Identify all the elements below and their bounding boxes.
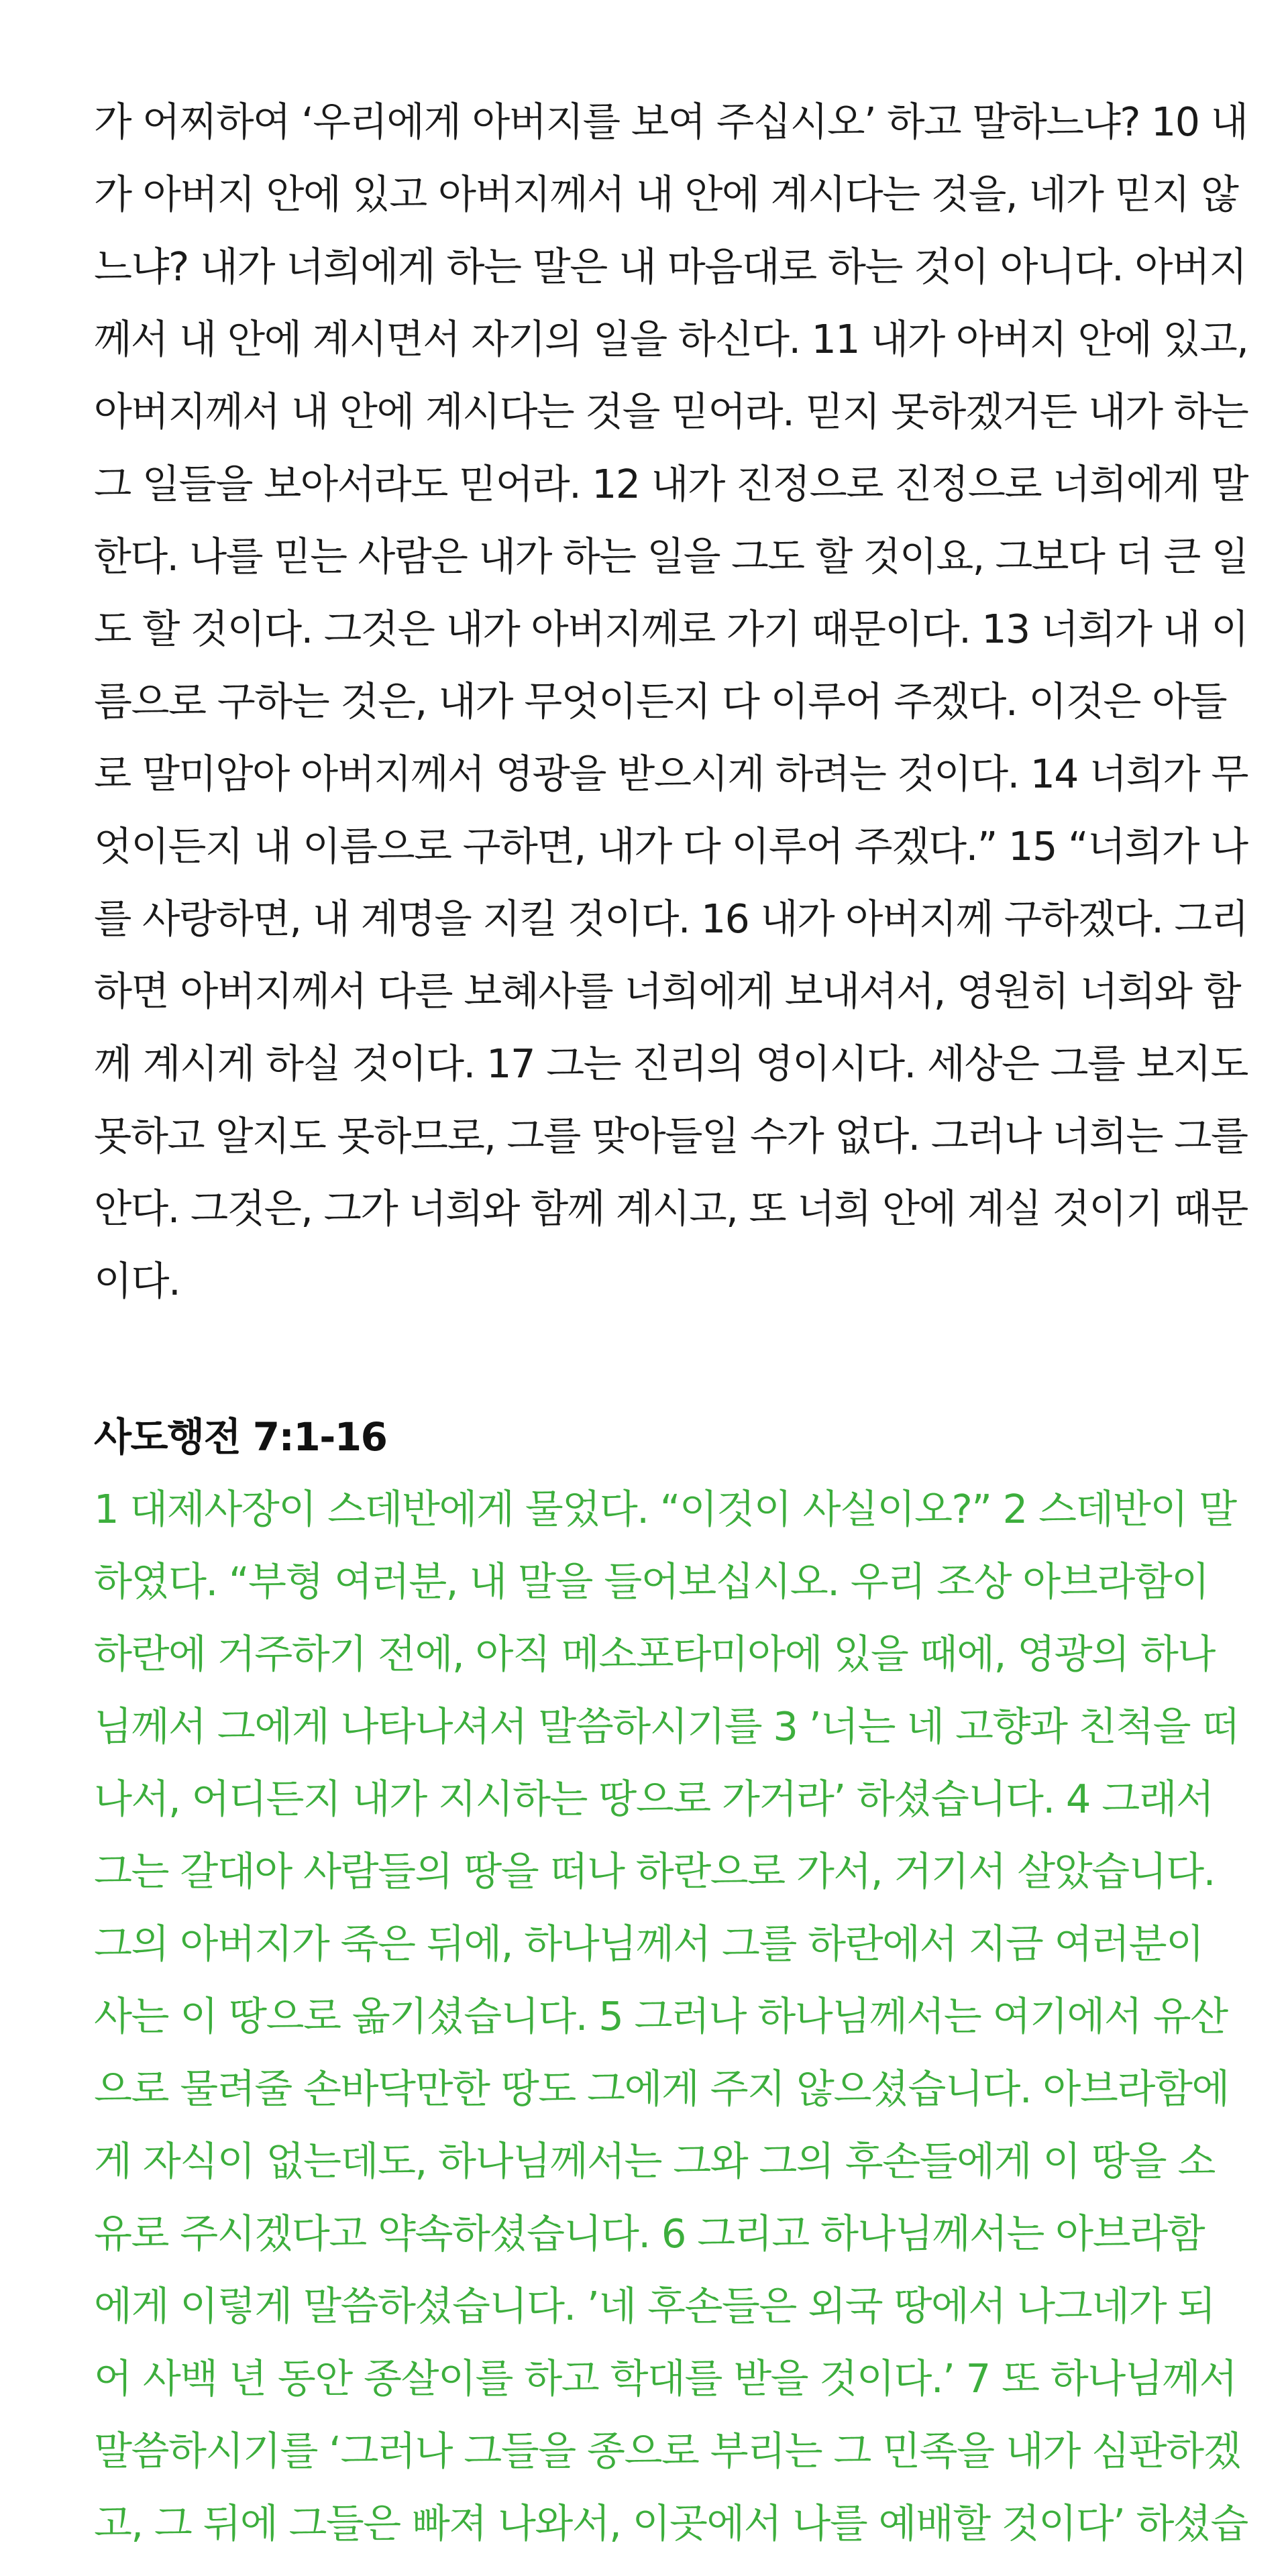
text-line: 못하고 알지도 못하므로, 그를 맞아들일 수가 없다. 그러나 너희는 그를 [94, 1113, 1248, 1159]
text-line: 안다. 그것은, 그가 너희와 함께 계시고, 또 너희 안에 계실 것이기 때문 [94, 1185, 1248, 1232]
passage-john [94, 86, 1288, 1318]
section-gap [94, 1318, 1288, 1401]
text-line: 그 일들을 보아서라도 믿어라. 12 내가 진정으로 진정으로 너희에게 말 [94, 461, 1248, 507]
text-line: 느냐? 내가 너희에게 하는 말은 내 마음대로 하는 것이 아니다. 아버지 [94, 244, 1246, 290]
scripture-line: 으로 물려줄 손바닥만한 땅도 그에게 주지 않으셨습니다. 아브라함에 [94, 2065, 1229, 2112]
passage-acts [94, 1401, 1288, 2560]
text-line: 엇이든지 내 이름으로 구하면, 내가 다 이루어 주겠다.” 15 “너희가 나 [94, 823, 1248, 869]
text-line: 를 사랑하면, 내 계명을 지킬 것이다. 16 내가 아버지께 구하겠다. 그리 [94, 896, 1248, 942]
scripture-line: 에게 이렇게 말씀하셨습니다. ’네 후손들은 외국 땅에서 나그네가 되 [94, 2283, 1215, 2329]
scripture-line: 유로 주시겠다고 약속하셨습니다. 6 그리고 하나님께서는 아브라함 [94, 2210, 1205, 2257]
scripture-line: 말씀하시기를 ‘그러나 그들을 종으로 부리는 그 민족을 내가 심판하겠 [94, 2428, 1241, 2474]
scripture-line: 게 자식이 없는데도, 하나님께서는 그와 그의 후손들에게 이 땅을 소 [94, 2138, 1215, 2184]
scripture-line: 고, 그 뒤에 그들은 빠져 나와서, 이곳에서 나를 예배할 것이다’ 하셨습 [94, 2500, 1248, 2546]
text-line: 로 말미암아 아버지께서 영광을 받으시게 하려는 것이다. 14 너희가 무 [94, 751, 1248, 797]
passage-heading: 사도행전 7:1-16 [94, 1414, 387, 1460]
scripture-line: 님께서 그에게 나타나셔서 말씀하시기를 3 ’너는 네 고향과 친척을 떠 [94, 1703, 1239, 1750]
text-line: 름으로 구하는 것은, 내가 무엇이든지 다 이루어 주겠다. 이것은 아들 [94, 678, 1227, 724]
scripture-line: 나서, 어디든지 내가 지시하는 땅으로 가거라’ 하셨습니다. 4 그래서 [94, 1776, 1214, 1822]
scripture-line: 하란에 거주하기 전에, 아직 메소포타미아에 있을 때에, 영광의 하나 [94, 1631, 1215, 1677]
text-line: 가 어찌하여 ‘우리에게 아버지를 보여 주십시오’ 하고 말하느냐? 10 내 [94, 99, 1248, 145]
scripture-line: 그는 갈대아 사람들의 땅을 떠나 하란으로 가서, 거기서 살았습니다. [94, 1848, 1215, 1894]
text-line: 께 계시게 하실 것이다. 17 그는 진리의 영이시다. 세상은 그를 보지도 [94, 1040, 1248, 1087]
scripture-line: 1 대제사장이 스데반에게 물었다. “이것이 사실이오?” 2 스데반이 말 [94, 1486, 1236, 1532]
text-line: 한다. 나를 믿는 사람은 내가 하는 일을 그도 할 것이요, 그보다 더 큰 일 [94, 533, 1248, 580]
scripture-line: 하였다. “부형 여러분, 내 말을 들어보십시오. 우리 조상 아브라함이 [94, 1558, 1209, 1605]
scripture-line: 어 사백 년 동안 종살이를 하고 학대를 받을 것이다.’ 7 또 하나님께서 [94, 2355, 1237, 2402]
scripture-line: 그의 아버지가 죽은 뒤에, 하나님께서 그를 하란에서 지금 여러분이 [94, 1921, 1203, 1967]
text-line: 하면 아버지께서 다른 보혜사를 너희에게 보내셔서, 영원히 너희와 함 [94, 968, 1241, 1014]
scripture-line: 사는 이 땅으로 옮기셨습니다. 5 그러나 하나님께서는 여기에서 유산 [94, 1993, 1228, 2039]
text-line: 가 아버지 안에 있고 아버지께서 내 안에 계시다는 것을, 네가 믿지 않 [94, 171, 1238, 217]
text-line: 이다. [94, 1258, 180, 1304]
text-line: 도 할 것이다. 그것은 내가 아버지께로 가기 때문이다. 13 너희가 내 이 [94, 606, 1248, 652]
text-line: 아버지께서 내 안에 계시다는 것을 믿어라. 믿지 못하겠거든 내가 하는 [94, 388, 1248, 435]
text-line: 께서 내 안에 계시면서 자기의 일을 하신다. 11 내가 아버지 안에 있고, [94, 316, 1248, 362]
